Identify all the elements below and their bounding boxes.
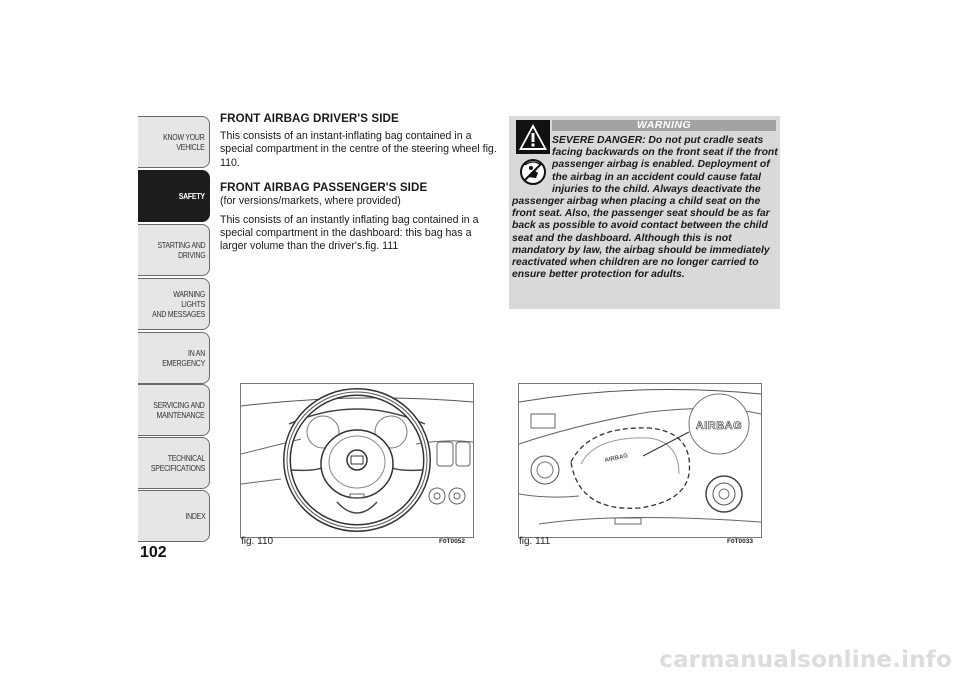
tab-safety[interactable] (138, 170, 210, 222)
warning-title-bar (552, 120, 776, 131)
tab-in-an-emergency[interactable] (138, 332, 210, 384)
airbag-label-small: AIRBAG (604, 453, 629, 464)
tab-technical-specifications[interactable] (138, 437, 210, 489)
watermark: carmanualsonline.info (659, 647, 952, 673)
warning-box (509, 116, 780, 309)
figure-111-code: F0T0033 (727, 538, 754, 545)
warning-body: SEVERE DANGER: Do not put cradle seats facing backwards on the front seat if the front passenger airbag is enabled. Deployment of the airbag in an accident could cause fatal injuries to the child. Always deactivate the passenger airbag when placing a child seat on the front seat. Also, the passenger seat should be as far back as possible to avoid contact between the child seat and the dashboard. Although this is not mandatory by law, the airbag should be immediately reactivated when children are no longer carried to ensure better protection for adults. (512, 135, 778, 281)
text-column (220, 112, 500, 254)
passenger-airbag-note: (for versions/markets, where provided) (220, 195, 401, 208)
tab-label: TECHNICAL SPECIFICATIONS (150, 453, 205, 473)
tab-label: SERVICING AND MAINTENANCE (153, 400, 205, 420)
figure-111 (518, 383, 762, 538)
tab-servicing[interactable] (138, 384, 210, 436)
tab-know-your-vehicle[interactable] (138, 116, 210, 168)
tab-label: SAFETY (178, 191, 205, 201)
tab-starting-and-driving[interactable] (138, 224, 210, 276)
figure-110 (240, 383, 474, 538)
figure-111-caption: fig. 111 (519, 536, 551, 547)
tab-label: INDEX (184, 511, 205, 521)
tab-warning-lights[interactable] (138, 278, 210, 330)
figure-110-code: F0T0052 (439, 538, 466, 545)
warning-title: WARNING (636, 119, 692, 131)
warning-text (512, 135, 778, 281)
passenger-airbag-text: This consists of an instantly inflating bag contained in a special compartment in the dashboard: this bag has a larger volume than the driver's.fig. 111 (220, 213, 479, 253)
driver-airbag-heading: FRONT AIRBAG DRIVER'S SIDE (220, 112, 399, 125)
figure-110-caption: fig. 110 (241, 536, 274, 547)
driver-airbag-text: This consists of an instant-inflating bag contained in a special compartment in the centre of the steering wheel fig. 110. (220, 130, 497, 169)
tab-label: IN AN EMERGENCY (162, 348, 205, 368)
tab-label: STARTING AND DRIVING (157, 240, 205, 260)
tab-label: WARNING LIGHTS AND MESSAGES (152, 289, 205, 319)
passenger-airbag-heading: FRONT AIRBAG PASSENGER'S SIDE (220, 181, 428, 195)
steering-wheel-illustration (241, 384, 473, 537)
passenger-airbag-illustration (519, 384, 761, 537)
airbag-label-zoom: AIRBAG (695, 420, 743, 432)
tab-label: KNOW YOUR VEHICLE (163, 132, 205, 152)
page-number: 102 (140, 544, 167, 561)
tab-index[interactable] (138, 490, 210, 542)
